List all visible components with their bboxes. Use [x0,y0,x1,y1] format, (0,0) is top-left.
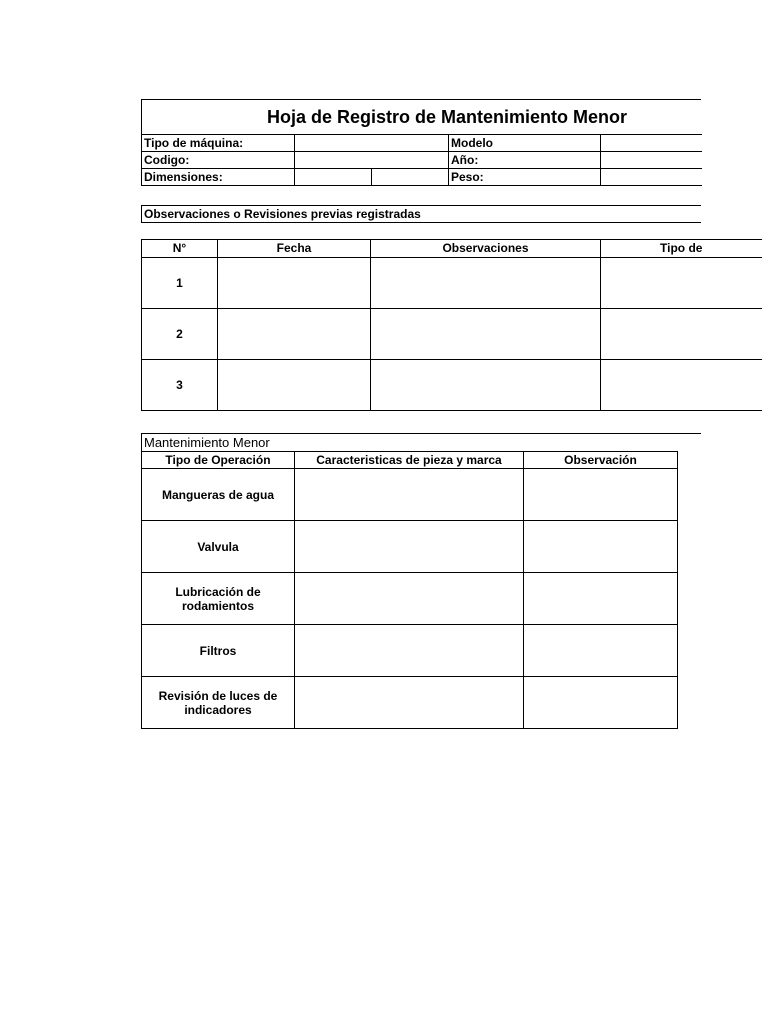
anio-label: Año: [449,152,601,169]
operation-label: Lubricación de rodamientos [142,573,295,625]
col-header-observacion: Observación [524,452,678,469]
col-header-fecha: Fecha [218,240,371,258]
dimensiones-value-1[interactable] [295,169,372,186]
operation-label: Mangueras de agua [142,469,295,521]
table-row [142,360,762,411]
col-header-caracteristicas: Caracteristicas de pieza y marca [295,452,524,469]
table-row [142,469,678,521]
registros-header-row [142,240,762,258]
operation-label: Filtros [142,625,295,677]
observacion-cell[interactable] [524,521,678,573]
table-row [142,625,678,677]
tipo-maquina-value[interactable] [295,135,449,152]
observaciones-cell[interactable] [371,258,601,309]
table-row [142,309,762,360]
mm-header-row [142,452,678,469]
col-header-numero: N° [142,240,218,258]
info-row [142,135,702,152]
col-header-observaciones: Observaciones [371,240,601,258]
fecha-cell[interactable] [218,360,371,411]
caracteristicas-cell[interactable] [295,469,524,521]
tipo-cell[interactable] [601,309,762,360]
row-number: 2 [142,309,218,360]
table-row [142,573,678,625]
fecha-cell[interactable] [218,309,371,360]
tipo-cell[interactable] [601,258,762,309]
mantenimiento-menor-table [141,451,678,729]
modelo-label: Modelo [449,135,601,152]
row-number: 1 [142,258,218,309]
observaciones-cell[interactable] [371,309,601,360]
page-title: Hoja de Registro de Mantenimiento Menor [266,107,628,127]
fecha-cell[interactable] [218,258,371,309]
tipo-maquina-label: Tipo de máquina: [142,135,295,152]
peso-value[interactable] [601,169,702,186]
mantenimiento-menor-title: Mantenimiento Menor [141,433,701,451]
table-row [142,258,762,309]
caracteristicas-cell[interactable] [295,573,524,625]
row-number: 3 [142,360,218,411]
machine-info-table [141,134,702,186]
anio-value[interactable] [601,152,702,169]
info-row [142,169,702,186]
observacion-cell[interactable] [524,573,678,625]
operation-label: Valvula [142,521,295,573]
dimensiones-value-2[interactable] [372,169,449,186]
codigo-label: Codigo: [142,152,295,169]
peso-label: Peso: [449,169,601,186]
col-header-tipo: Tipo de [601,240,762,258]
observacion-cell[interactable] [524,469,678,521]
modelo-value[interactable] [601,135,702,152]
caracteristicas-cell[interactable] [295,521,524,573]
observaciones-previas-label: Observaciones o Revisiones previas registradas [141,205,701,223]
title-box [141,99,701,135]
codigo-value[interactable] [295,152,449,169]
info-row [142,152,702,169]
caracteristicas-cell[interactable] [295,677,524,729]
table-row [142,677,678,729]
maintenance-sheet [141,99,703,739]
tipo-cell[interactable] [601,360,762,411]
registros-table [141,239,762,411]
observacion-cell[interactable] [524,625,678,677]
table-row [142,521,678,573]
observacion-cell[interactable] [524,677,678,729]
observaciones-cell[interactable] [371,360,601,411]
operation-label: Revisión de luces de indicadores [142,677,295,729]
col-header-tipo-operacion: Tipo de Operación [142,452,295,469]
caracteristicas-cell[interactable] [295,625,524,677]
dimensiones-label: Dimensiones: [142,169,295,186]
